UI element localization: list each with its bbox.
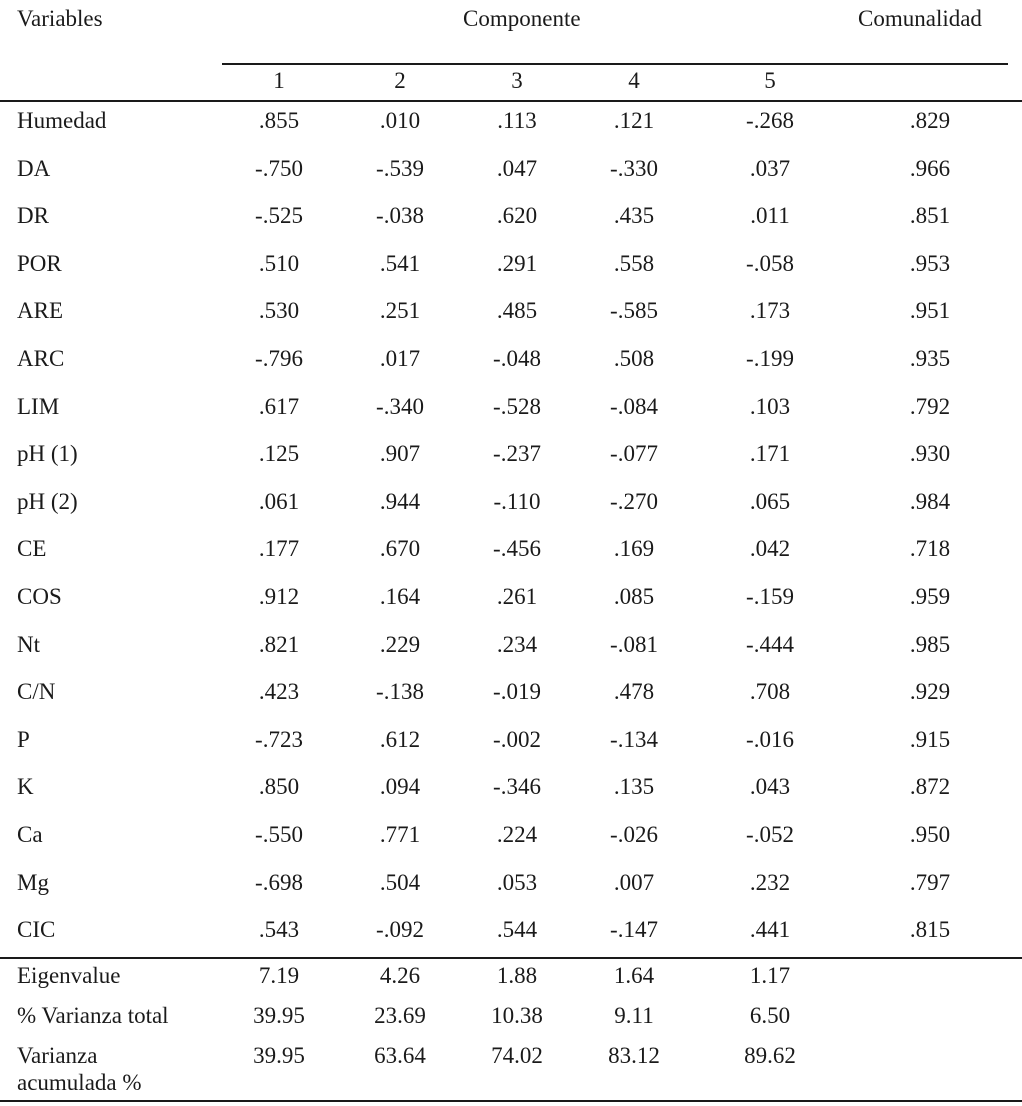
loading-cell: .907 (379, 441, 421, 466)
header-subrule (222, 63, 1008, 65)
row-label: Nt (17, 632, 40, 657)
loading-cell: .441 (749, 917, 791, 942)
summary-cell: 39.95 (253, 1003, 305, 1028)
row-label: DR (17, 203, 49, 228)
loading-cell: -.456 (493, 536, 541, 561)
loading-cell: -.237 (493, 441, 541, 466)
loading-cell: .508 (613, 346, 655, 371)
loading-cell: .855 (258, 108, 300, 133)
row-label: DA (17, 156, 51, 181)
loading-cell: .103 (749, 394, 791, 419)
row-label: COS (17, 584, 62, 609)
communality-cell: .953 (909, 251, 951, 276)
loading-cell: .530 (258, 298, 300, 323)
row-label: pH (2) (17, 489, 78, 514)
table-bottom-rule (0, 1100, 1022, 1102)
loading-cell: -.134 (610, 727, 658, 752)
loading-cell: .485 (496, 298, 538, 323)
loading-cell: .771 (379, 822, 421, 847)
loading-cell: .017 (379, 346, 421, 371)
communality-cell: .950 (909, 822, 951, 847)
loading-cell: .065 (749, 489, 791, 514)
summary-cell: 23.69 (374, 1003, 426, 1028)
summary-cell: 7.19 (258, 963, 300, 988)
row-label: pH (1) (17, 441, 78, 466)
communality-cell: .829 (909, 108, 951, 133)
loading-cell: .171 (749, 441, 791, 466)
component-number: 3 (511, 68, 523, 93)
communality-cell: .915 (909, 727, 951, 752)
loading-cell: .423 (258, 679, 300, 704)
loading-cell: -.268 (746, 108, 794, 133)
summary-cell: 63.64 (374, 1043, 426, 1068)
summary-label-line2: acumulada % (17, 1070, 142, 1095)
summary-cell: 1.88 (496, 963, 538, 988)
loading-cell: -.138 (376, 679, 424, 704)
loading-cell: .617 (258, 394, 300, 419)
loading-cell: -.723 (255, 727, 303, 752)
communality-cell: .815 (909, 917, 951, 942)
loading-cell: .850 (258, 774, 300, 799)
loading-cell: .164 (379, 584, 421, 609)
loading-cell: -.048 (493, 346, 541, 371)
loading-cell: -.796 (255, 346, 303, 371)
header-componente: Componente (463, 6, 581, 31)
loading-cell: -.019 (493, 679, 541, 704)
row-label: Mg (17, 870, 49, 895)
loading-cell: -.528 (493, 394, 541, 419)
summary-cell: 4.26 (379, 963, 421, 988)
loading-cell: -.525 (255, 203, 303, 228)
loading-cell: .261 (496, 584, 538, 609)
loading-cell: .435 (613, 203, 655, 228)
row-label: ARE (17, 298, 63, 323)
loading-cell: .085 (613, 584, 655, 609)
loading-cell: .291 (496, 251, 538, 276)
summary-cell: 10.38 (491, 1003, 543, 1028)
loading-cell: -.077 (610, 441, 658, 466)
loading-cell: .125 (258, 441, 300, 466)
communality-cell: .951 (909, 298, 951, 323)
row-label: CE (17, 536, 47, 561)
loading-cell: .037 (749, 156, 791, 181)
row-label: Ca (17, 822, 43, 847)
header-variables: Variables (17, 6, 103, 31)
component-number: 4 (628, 68, 640, 93)
row-label: LIM (17, 394, 60, 419)
loading-cell: -.092 (376, 917, 424, 942)
loading-cell: .558 (613, 251, 655, 276)
communality-cell: .966 (909, 156, 951, 181)
communality-cell: .718 (909, 536, 951, 561)
loading-cell: .232 (749, 870, 791, 895)
communality-cell: .929 (909, 679, 951, 704)
loading-cell: .173 (749, 298, 791, 323)
loading-cell: -.750 (255, 156, 303, 181)
communality-cell: .851 (909, 203, 951, 228)
loading-cell: .251 (379, 298, 421, 323)
summary-cell: 1.17 (749, 963, 791, 988)
loading-cell: -.058 (746, 251, 794, 276)
loading-cell: .504 (379, 870, 421, 895)
summary-cell: 39.95 (253, 1043, 305, 1068)
component-number: 1 (273, 68, 285, 93)
row-label: C/N (17, 679, 56, 704)
loading-cell: .177 (258, 536, 300, 561)
loading-cell: -.330 (610, 156, 658, 181)
loading-cell: .543 (258, 917, 300, 942)
summary-top-rule (0, 957, 1022, 959)
loading-cell: .541 (379, 251, 421, 276)
communality-cell: .930 (909, 441, 951, 466)
loading-cell: .043 (749, 774, 791, 799)
loading-cell: .708 (749, 679, 791, 704)
loading-cell: -.002 (493, 727, 541, 752)
row-label: POR (17, 251, 62, 276)
loading-cell: -.444 (746, 632, 794, 657)
loading-cell: .234 (496, 632, 538, 657)
component-number: 2 (394, 68, 406, 93)
loading-cell: -.698 (255, 870, 303, 895)
loading-cell: .007 (613, 870, 655, 895)
summary-cell: 89.62 (744, 1043, 796, 1068)
summary-label: Eigenvalue (17, 963, 121, 988)
loading-cell: -.585 (610, 298, 658, 323)
loading-cell: -.084 (610, 394, 658, 419)
communality-cell: .985 (909, 632, 951, 657)
loading-cell: .094 (379, 774, 421, 799)
communality-cell: .872 (909, 774, 951, 799)
loading-cell: .510 (258, 251, 300, 276)
loading-cell: -.270 (610, 489, 658, 514)
loading-cell: .135 (613, 774, 655, 799)
loading-cell: .620 (496, 203, 538, 228)
loading-cell: .047 (496, 156, 538, 181)
loading-cell: .229 (379, 632, 421, 657)
loading-cell: -.016 (746, 727, 794, 752)
loading-cell: .011 (750, 203, 790, 228)
loading-cell: .169 (613, 536, 655, 561)
summary-cell: 83.12 (608, 1043, 660, 1068)
loading-cell: .010 (379, 108, 421, 133)
loading-cell: -.110 (493, 489, 541, 514)
loading-cell: -.038 (376, 203, 424, 228)
summary-label-line1: Varianza (17, 1043, 98, 1068)
loading-cell: -.550 (255, 822, 303, 847)
loading-cell: .121 (613, 108, 655, 133)
loading-cell: .670 (379, 536, 421, 561)
loading-cell: .912 (258, 584, 300, 609)
row-label: CIC (17, 917, 56, 942)
loading-cell: -.147 (610, 917, 658, 942)
loading-cell: .944 (379, 489, 421, 514)
communality-cell: .792 (909, 394, 951, 419)
communality-cell: .959 (909, 584, 951, 609)
header-bottom-rule (0, 100, 1022, 102)
communality-cell: .984 (909, 489, 951, 514)
loading-cell: .053 (496, 870, 538, 895)
component-number: 5 (764, 68, 776, 93)
summary-cell: 1.64 (613, 963, 655, 988)
loading-cell: -.539 (376, 156, 424, 181)
loading-cell: -.026 (610, 822, 658, 847)
loading-cell: -.340 (376, 394, 424, 419)
header-comunalidad: Comunalidad (858, 6, 982, 31)
row-label: K (17, 774, 34, 799)
loading-cell: .113 (497, 108, 537, 133)
summary-label: % Varianza total (17, 1003, 169, 1028)
loading-cell: .224 (496, 822, 538, 847)
communality-cell: .797 (909, 870, 951, 895)
loading-cell: -.346 (493, 774, 541, 799)
row-label: ARC (17, 346, 65, 371)
loading-cell: .821 (258, 632, 300, 657)
summary-cell: 9.11 (614, 1003, 654, 1028)
loading-cell: .042 (749, 536, 791, 561)
loading-cell: -.159 (746, 584, 794, 609)
loading-cell: .061 (258, 489, 300, 514)
loading-cell: .544 (496, 917, 538, 942)
summary-cell: 74.02 (491, 1043, 543, 1068)
row-label: P (17, 727, 30, 752)
loading-cell: .612 (379, 727, 421, 752)
loading-cell: -.199 (746, 346, 794, 371)
loading-cell: .478 (613, 679, 655, 704)
summary-cell: 6.50 (749, 1003, 791, 1028)
communality-cell: .935 (909, 346, 951, 371)
loading-cell: -.081 (610, 632, 658, 657)
loading-cell: -.052 (746, 822, 794, 847)
row-label: Humedad (17, 108, 107, 133)
